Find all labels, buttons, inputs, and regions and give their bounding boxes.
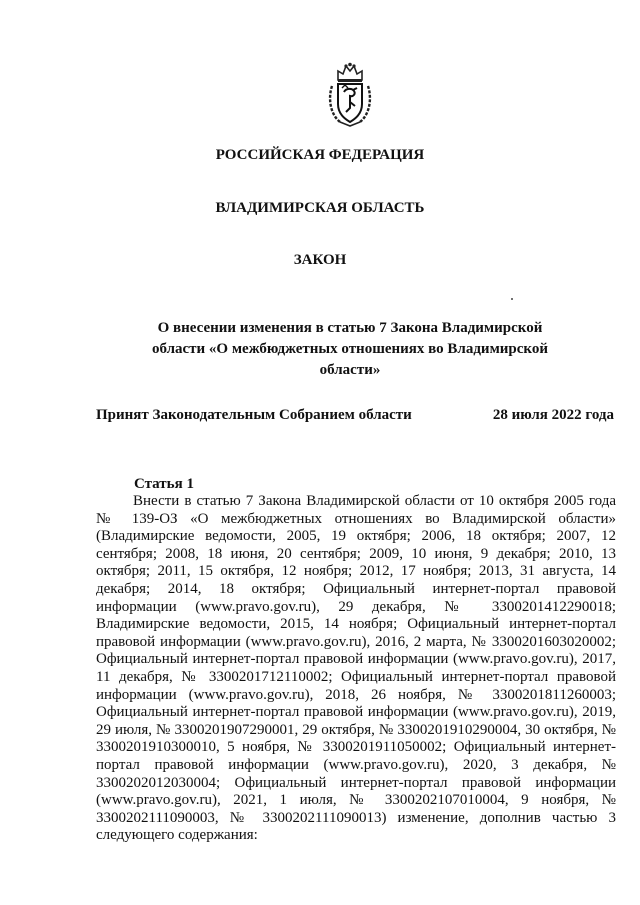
law-title: О внесении изменения в статью 7 Закона Владимирской области «О межбюджетных отношениях во Владимирской области»: [151, 320, 549, 378]
region-heading: ВЛАДИМИРСКАЯ ОБЛАСТЬ: [215, 200, 425, 216]
article-body: Внести в статью 7 Закона Владимирской области от 10 октября 2005 года № 139-ОЗ «О межбюджетных отношениях во Владимирской области» (Владимирские ведомости, 2005, 19 октября; 2006, 18 октября; 2007, 12 сентября; 2008, 18 июня, 20 сентября; 2009, 10 июня, 9 декабря; 2010, 13 октября; 2011, 15 октября, 12 ноября; 2012, 17 ноября; 2013, 31 августа, 14 декабря; 2014, 18 октября; Официальный интернет-портал правовой информации (www.pravo.gov.ru), 29 декабря, № 3300201412290018; Владимирские ведомости, 2015, 14 ноября; Официальный интернет-портал правовой информации (www.pravo.gov.ru), 2016, 2 марта, № 3300201603020002; Официальный интернет-портал правовой информации (www.pravo.gov.ru), 2017, 11 декабря, № 3300201712110002; Официальный интернет-портал правовой информации (www.pravo.gov.ru), 2018, 26 ноября, № 3300201811260003; Официальный интернет-портал правовой информации (www.pravo.gov.ru), 2019, 29 июля, № 3300201907290001, 29 октября, № 3300201910290004, 30 октября, № 3300201910300010, 5 ноября, № 3300201911050002; Официальный интернет-портал правовой информации (www.pravo.gov.ru), 2020, 3 декабря, № 3300202012030004; Официальный интернет-портал правовой информации (www.pravo.gov.ru), 2021, 1 июля, № 3300202107010004, 9 ноября, № 3300202111090003, № 3300202111090013) изменение, дополнив частью 3 следующего содержания:: [96, 493, 616, 844]
document-type-heading: ЗАКОН: [293, 252, 347, 268]
scan-speck: [511, 298, 513, 300]
coat-of-arms-icon: [326, 62, 374, 128]
adopting-body: Принят Законодательным Собранием области: [96, 407, 412, 423]
article-heading: Статья 1: [134, 476, 194, 492]
adoption-date: 28 июля 2022 года: [492, 407, 614, 423]
federation-heading: РОССИЙСКАЯ ФЕДЕРАЦИЯ: [215, 147, 425, 163]
adoption-line: [96, 407, 614, 424]
